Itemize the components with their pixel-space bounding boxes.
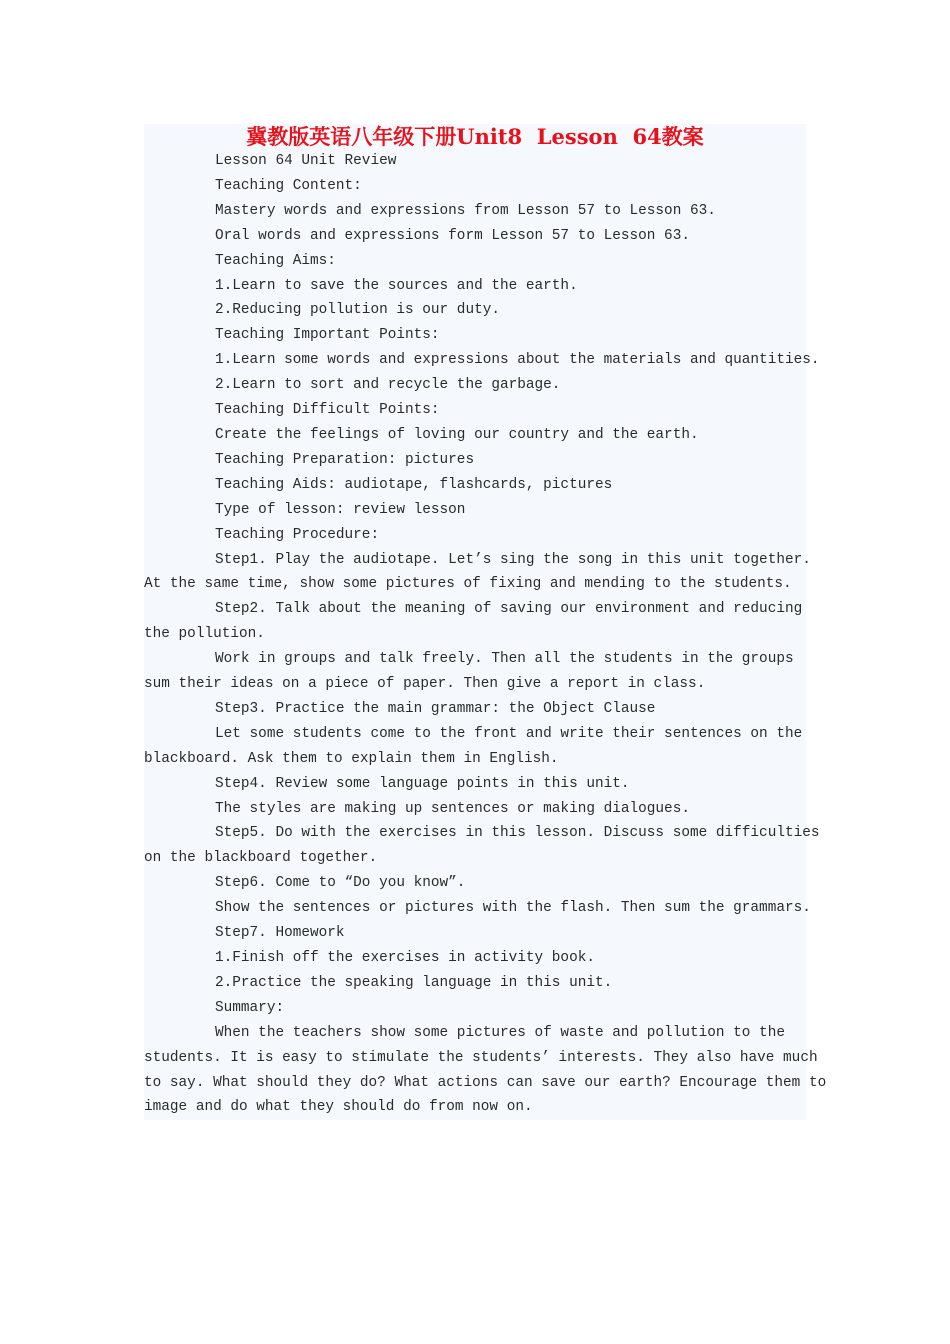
document-line: Step1. Play the audiotape. Let’s sing the song in this unit together. — [215, 551, 811, 568]
document-content — [144, 124, 827, 1120]
document-line: Step4. Review some language points in this unit. — [215, 775, 630, 792]
document-line: Step3. Practice the main grammar: the Object Clause — [215, 700, 656, 717]
document-line: blackboard. Ask them to explain them in English. — [144, 750, 559, 767]
document-title: 冀教版英语八年级下册Unit8 Lesson 64教案 — [246, 124, 704, 149]
document-line: on the blackboard together. — [144, 850, 378, 867]
document-body — [144, 149, 827, 1120]
document-line: 1.Learn some words and expressions about the materials and quantities. — [215, 352, 820, 369]
document-line: students. It is easy to stimulate the students’ interests. They also have much — [144, 1049, 818, 1066]
document-line: Oral words and expressions form Lesson 57 to Lesson 63. — [215, 227, 690, 244]
document-line: sum their ideas on a piece of paper. Then give a report in class. — [144, 676, 706, 693]
document-line: Summary: — [215, 999, 285, 1016]
document-line: Create the feelings of loving our country and the earth. — [215, 426, 699, 443]
document-line: Teaching Content: — [215, 177, 362, 194]
document-line: Let some students come to the front and write their sentences on the — [215, 725, 803, 742]
document-line: Teaching Procedure: — [215, 526, 380, 543]
document-line: At the same time, show some pictures of fixing and mending to the students. — [144, 576, 792, 593]
document-line: 1.Learn to save the sources and the earth. — [215, 277, 578, 294]
document-line: 2.Reducing pollution is our duty. — [215, 302, 500, 319]
document-line: Teaching Important Points: — [215, 327, 440, 344]
document-line: Work in groups and talk freely. Then all the students in the groups — [215, 651, 794, 668]
document-line: Step2. Talk about the meaning of saving our environment and reducing — [215, 601, 803, 618]
document-line: Show the sentences or pictures with the flash. Then sum the grammars. — [215, 900, 811, 917]
document-line: 2.Practice the speaking language in this unit. — [215, 974, 613, 991]
document-line: to say. What should they do? What actions can save our earth? Encourage them to — [144, 1074, 827, 1091]
document-line: image and do what they should do from now on. — [144, 1099, 533, 1116]
document-line: the pollution. — [144, 626, 265, 643]
document-line: Lesson 64 Unit Review — [215, 153, 397, 169]
document-line: Step5. Do with the exercises in this lesson. Discuss some difficulties — [215, 825, 820, 842]
document-line: Mastery words and expressions from Lesson 57 to Lesson 63. — [215, 202, 716, 219]
document-line: Teaching Preparation: pictures — [215, 451, 475, 468]
document-line: Teaching Aims: — [215, 252, 336, 269]
document-line: 2.Learn to sort and recycle the garbage. — [215, 377, 561, 394]
document-line: Teaching Aids: audiotape, flashcards, pictures — [215, 476, 613, 493]
document-line: The styles are making up sentences or making dialogues. — [215, 800, 690, 817]
document-line: Step7. Homework — [215, 925, 345, 942]
document-line: Teaching Difficult Points: — [215, 402, 440, 419]
document-line: Type of lesson: review lesson — [215, 501, 466, 518]
document-line: Step6. Come to “Do you know”. — [215, 875, 466, 892]
document-line: When the teachers show some pictures of waste and pollution to the — [215, 1024, 785, 1041]
document-line: 1.Finish off the exercises in activity book. — [215, 950, 595, 966]
